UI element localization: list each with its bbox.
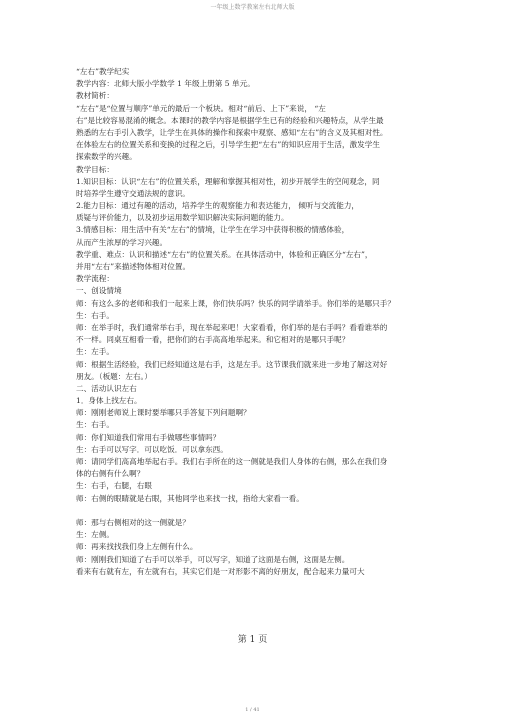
text-line: 右”是比较容易混淆的概念。本课时的教学内容是根据学生已有的经验和兴趣特点，从学生最 xyxy=(76,115,384,125)
text-line: 教学流程： xyxy=(76,274,114,284)
text-line: 二、活动认识左右 xyxy=(76,383,137,393)
text-line: 师：刚刚我们知道了右手可以举手，可以写字，知道了这面是右侧，这面是左侧。 xyxy=(76,554,350,564)
text-line: 探索数学的兴趣。 xyxy=(76,152,137,162)
text-line: 朋友。（板题：左右。） xyxy=(76,371,152,381)
text-line: 师：再来找找我们身上左侧有什么。 xyxy=(76,542,198,552)
text-line: “左右”教学纪实 xyxy=(76,67,130,76)
text-line: 在体验左右的位置关系和变换的过程之后，引导学生把“左右”的知识应用于生活，激发学生 xyxy=(76,140,380,150)
text-line: 3.情感目标：用生活中有关“左右”的情境，让学生在学习中获得积极的情感体验， xyxy=(76,225,350,235)
text-line: 时培养学生遵守交通法规的意识。 xyxy=(76,188,190,198)
text-line: 看来有右就有左，有左就有右，其实它们是一对形影不离的好朋友，配合起来力量可大 xyxy=(76,566,365,576)
text-line: 教学目标： xyxy=(76,164,114,174)
text-line: 生：右手。 xyxy=(76,310,114,320)
text-line: 师：你们知道我们常用右手做哪些事情吗？ xyxy=(76,432,221,442)
text-line: 2.能力目标：通过有趣的活动，培养学生的观察能力和表达能力， 倾听与交流能力， xyxy=(76,201,360,211)
text-line: 生：右手。 xyxy=(76,420,114,430)
text-line: 质疑与评价能力，以及初步运用数学知识解决实际问题的能力。 xyxy=(76,213,289,223)
page-number: 第 1 页 xyxy=(237,635,268,645)
text-line: 师：刚刚老师说上课时要举哪只手答复下列问题啊？ xyxy=(76,408,251,418)
text-line: 生：右手可以写字．可以吃饭．可以拿东西。 xyxy=(76,444,228,454)
blank-line xyxy=(76,505,486,517)
text-line: 不一样。同桌互相看一看，把你们的右手高高地举起来。和它相对的是哪只手呢？ xyxy=(76,335,350,345)
document-header: 一年级上数学教案左右北师大版 xyxy=(210,4,295,11)
text-line: 生：右手，右腿，右眼 xyxy=(76,481,152,491)
text-line: 体的右侧有什么啊？ xyxy=(76,469,145,479)
text-line: 师：有这么多的老师和我们一起来上课，你们快乐吗？快乐的同学请举手。你们举的是哪只手？ xyxy=(76,298,395,308)
page-footer: 1 / 41 xyxy=(245,707,260,713)
text-line: 师：请同学们高高地举起右手。我们右手所在的这一侧就是我们人身体的右侧，那么在我们身 xyxy=(76,457,388,466)
text-line: 1．身体上找左右。 xyxy=(76,396,142,406)
text-line: “左右”是“位置与顺序”单元的最后一个板块。相对“前后、上下”来说， “左 xyxy=(76,103,326,113)
text-line: 师：那与右侧相对的这一侧就是？ xyxy=(76,517,190,527)
text-line: 生：左手。 xyxy=(76,347,114,357)
text-line: 一、创设情境 xyxy=(76,286,122,296)
text-line: 生：左侧。 xyxy=(76,530,114,540)
document-body xyxy=(76,66,486,578)
text-line: 教学内容：北师大版小学数学 1 年级上册第 5 单元。 xyxy=(76,79,255,89)
text-line: 师：根据生活经验，我们已经知道这是右手，这是左手。这节课我们就来进一步地了解这对好 xyxy=(76,359,388,369)
text-line: 1.知识目标：认识“左右”的位置关系，理解和掌握其相对性，初步开展学生的空间观念，同 xyxy=(76,176,380,186)
text-line: 师：右侧的眼睛就是右眼，其他同学也来找一找，指给大家看一看。 xyxy=(76,493,304,503)
text-line: 从而产生浓厚的学习兴趣。 xyxy=(76,237,168,247)
text-line: 并用“左右”来描述物体相对位置。 xyxy=(76,262,191,271)
text-line: 师：在举手时，我们通常举右手，现在举起来吧！大家看看，你们举的是右手吗？看看谁举的 xyxy=(76,322,388,332)
text-line: 教材简析： xyxy=(76,91,114,101)
text-line: 熟悉的左右手引入教学，让学生在具体的操作和探索中观察、感知“左右”的含义及其相对性。 xyxy=(76,127,388,137)
text-line: 教学重、难点：认识和描述“左右”的位置关系。在具体活动中，体验和正确区分“左右”， xyxy=(76,249,373,259)
